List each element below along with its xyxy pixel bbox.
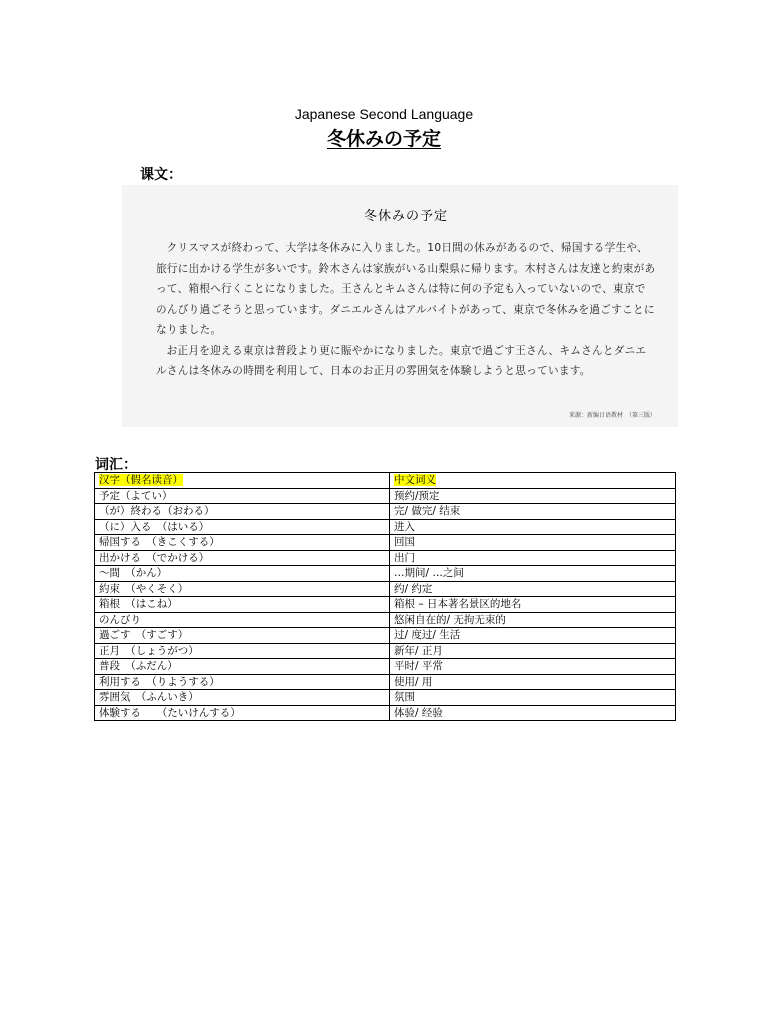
vocab-term-cell: 予定（よてい） bbox=[95, 488, 390, 504]
vocab-row bbox=[95, 705, 676, 721]
document-subtitle: Japanese Second Language bbox=[294, 106, 474, 122]
vocab-meaning-cell: 体验/ 经验 bbox=[390, 705, 676, 721]
vocab-meaning-cell: 出门 bbox=[390, 550, 676, 566]
vocab-term-cell: （が）終わる（おわる） bbox=[95, 504, 390, 520]
vocab-row bbox=[95, 643, 676, 659]
vocab-meaning-cell: 使用/ 用 bbox=[390, 674, 676, 690]
vocab-meaning-cell: 过/ 度过/ 生活 bbox=[390, 628, 676, 644]
vocab-row bbox=[95, 566, 676, 582]
vocab-term-cell: 正月 （しょうがつ） bbox=[95, 643, 390, 659]
vocab-term-cell: 箱根 （はこね） bbox=[95, 597, 390, 613]
vocab-term-cell: 雰囲気 （ふんいき） bbox=[95, 690, 390, 706]
vocab-row bbox=[95, 674, 676, 690]
vocab-header-meaning-text: 中文词义 bbox=[394, 474, 436, 487]
document-title bbox=[0, 124, 768, 151]
vocab-row bbox=[95, 597, 676, 613]
vocab-header-meaning bbox=[390, 473, 676, 489]
vocab-meaning-cell: 氛围 bbox=[390, 690, 676, 706]
passage-source: 来源：新编日语教材 （第三版） bbox=[568, 412, 656, 419]
vocab-meaning-cell: 平时/ 平常 bbox=[390, 659, 676, 675]
vocab-row bbox=[95, 535, 676, 551]
document-title-text: 冬休みの予定 bbox=[326, 128, 441, 150]
lesson-section-label: 课文： bbox=[140, 167, 182, 183]
vocab-meaning-cell: 约/ 约定 bbox=[390, 581, 676, 597]
vocab-term-cell: のんびり bbox=[95, 612, 390, 628]
vocab-row bbox=[95, 504, 676, 520]
vocab-meaning-cell: 进入 bbox=[390, 519, 676, 535]
vocab-row bbox=[95, 628, 676, 644]
vocab-term-cell: 帰国する （きこくする） bbox=[95, 535, 390, 551]
vocab-term-cell: （に）入る （はいる） bbox=[95, 519, 390, 535]
vocab-row bbox=[95, 519, 676, 535]
vocab-meaning-cell: …期间/ …之间 bbox=[390, 566, 676, 582]
vocab-meaning-cell: 新年/ 正月 bbox=[390, 643, 676, 659]
vocab-row bbox=[95, 581, 676, 597]
vocab-meaning-cell: 完/ 做完/ 结束 bbox=[390, 504, 676, 520]
vocab-table bbox=[94, 472, 676, 721]
vocab-section-label: 词汇： bbox=[95, 457, 137, 473]
vocab-row bbox=[95, 659, 676, 675]
vocab-row bbox=[95, 690, 676, 706]
lesson-passage-image bbox=[122, 185, 678, 427]
vocab-term-cell: 過ごす （すごす） bbox=[95, 628, 390, 644]
vocab-term-cell: ～間 （かん） bbox=[95, 566, 390, 582]
vocab-row bbox=[95, 488, 676, 504]
vocab-term-cell: 普段 （ふだん） bbox=[95, 659, 390, 675]
vocab-term-cell: 出かける （でかける） bbox=[95, 550, 390, 566]
vocab-header-kanji-text: 汉字（假名读音） bbox=[99, 474, 183, 487]
passage-title: 冬休みの予定 bbox=[363, 209, 448, 224]
vocab-term-cell: 利用する （りようする） bbox=[95, 674, 390, 690]
vocab-header-row bbox=[95, 473, 676, 489]
vocab-term-cell: 約束 （やくそく） bbox=[95, 581, 390, 597]
vocab-meaning-cell: 箱根 – 日本著名景区的地名 bbox=[390, 597, 676, 613]
vocab-header-kanji bbox=[95, 473, 390, 489]
vocab-meaning-cell: 预约/预定 bbox=[390, 488, 676, 504]
passage-paragraph: クリスマスが終わって、大学は冬休みに入りました。10日間の休みがあるので、帰国する学生や、旅行に出かける学生が多いです。鈴木さんは家族がいる山梨県に帰ります。木村さんは友達と約束があって、箱根へ行くことになりました。王さんとキムさんは特に何の予定も入っていないので、東京でのんびり過ごそうと思っています。ダニエルさんはアルバイトがあって、東京で冬休みを過ごすことになりました。 bbox=[156, 242, 656, 336]
vocab-row bbox=[95, 612, 676, 628]
passage-paragraph: お正月を迎える東京は普段より更に賑やかになりました。東京で過ごす王さん、キムさんとダニエルさんは冬休みの時間を利用して、日本のお正月の雰囲気を体験しようと思っています。 bbox=[156, 344, 647, 377]
vocab-term-cell: 体験する （たいけんする） bbox=[95, 705, 390, 721]
vocab-meaning-cell: 悠闲自在的/ 无拘无束的 bbox=[390, 612, 676, 628]
vocab-row bbox=[95, 550, 676, 566]
vocab-meaning-cell: 回国 bbox=[390, 535, 676, 551]
